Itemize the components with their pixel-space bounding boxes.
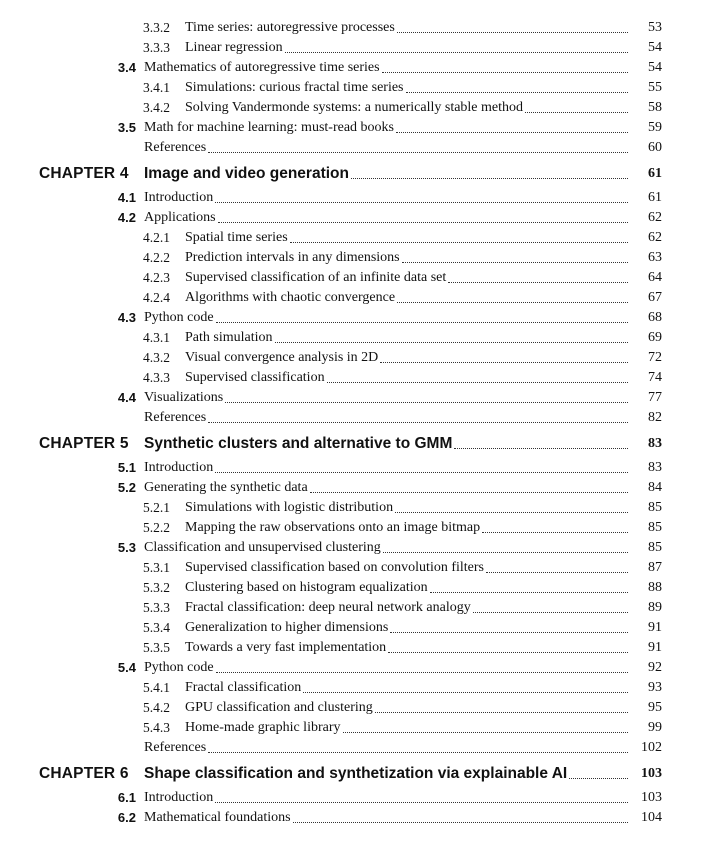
dot-leader xyxy=(215,472,628,473)
toc-entry-page-number: 53 xyxy=(648,20,662,35)
toc-entry-title: Simulations with logistic distribution xyxy=(185,500,394,515)
toc-entry-page-number: 104 xyxy=(641,810,662,825)
toc-entry-page-number: 72 xyxy=(648,350,662,365)
toc-section-entry[interactable] xyxy=(0,788,721,808)
toc-entry-line xyxy=(144,118,632,138)
dot-leader xyxy=(327,382,628,383)
toc-subsection-entry[interactable] xyxy=(0,518,721,538)
toc-section-entry[interactable] xyxy=(0,188,721,208)
toc-entry-number: 4.4 xyxy=(117,390,136,405)
toc-entry-line xyxy=(185,698,632,718)
toc-entry-title: Applications xyxy=(144,210,216,225)
toc-entry-page-number: 54 xyxy=(648,40,662,55)
toc-subsection-entry[interactable] xyxy=(0,78,721,98)
toc-chapter-entry[interactable] xyxy=(0,428,721,458)
toc-references-entry[interactable] xyxy=(0,738,721,758)
toc-section-entry[interactable] xyxy=(0,538,721,558)
toc-section-entry[interactable] xyxy=(0,118,721,138)
toc-entry-title: Spatial time series xyxy=(185,230,288,245)
toc-entry-number: 5.3.4 xyxy=(143,620,170,635)
dot-leader xyxy=(454,448,628,449)
dot-leader xyxy=(208,152,628,153)
toc-entry-line xyxy=(144,208,632,228)
dot-leader xyxy=(406,92,628,93)
toc-entry-page-number: 93 xyxy=(648,680,662,695)
toc-subsection-entry[interactable] xyxy=(0,578,721,598)
dot-leader xyxy=(208,752,628,753)
toc-entry-title: Fractal classification: deep neural network analogy xyxy=(185,600,471,615)
toc-entry-page-number: 95 xyxy=(648,700,662,715)
dot-leader xyxy=(388,652,628,653)
dot-leader xyxy=(215,802,628,803)
toc-entry-number: 4.1 xyxy=(117,190,136,205)
dot-leader xyxy=(216,322,628,323)
toc-entry-page-number: 89 xyxy=(648,600,662,615)
toc-entry-line xyxy=(144,308,632,328)
toc-entry-line xyxy=(185,18,632,38)
toc-entry-page-number: 55 xyxy=(648,80,662,95)
toc-entry-number: 3.5 xyxy=(117,120,136,135)
toc-entry-page-number: 84 xyxy=(648,480,662,495)
toc-entry-title: Solving Vandermonde systems: a numerically stable method xyxy=(185,100,524,115)
dot-leader xyxy=(351,178,628,179)
toc-entry-line xyxy=(185,638,632,658)
toc-entry-title: Supervised classification based on convolution filters xyxy=(185,560,484,575)
toc-entry-title: References xyxy=(144,140,207,155)
toc-entry-line xyxy=(185,368,632,388)
toc-entry-title: Mathematical foundations xyxy=(144,810,291,825)
toc-entry-title: GPU classification and clustering xyxy=(185,700,373,715)
toc-entry-number: 4.3.3 xyxy=(143,370,170,385)
toc-entry-page-number: 59 xyxy=(648,120,662,135)
toc-entry-number: 3.3.3 xyxy=(143,40,170,55)
toc-subsection-entry[interactable] xyxy=(0,598,721,618)
toc-entry-line xyxy=(144,478,632,498)
toc-entry-page-number: 88 xyxy=(648,580,662,595)
toc-subsection-entry[interactable] xyxy=(0,328,721,348)
toc-entry-page-number: 91 xyxy=(648,640,662,655)
dot-leader xyxy=(303,692,628,693)
toc-subsection-entry[interactable] xyxy=(0,678,721,698)
toc-subsection-entry[interactable] xyxy=(0,268,721,288)
toc-entry-number: 5.2.1 xyxy=(143,500,170,515)
toc-entry-line xyxy=(185,718,632,738)
toc-entry-page-number: 83 xyxy=(648,460,662,475)
toc-entry-number: 6.2 xyxy=(117,810,136,825)
toc-entry-title: Simulations: curious fractal time series xyxy=(185,80,404,95)
toc-entry-title: Mathematics of autoregressive time series xyxy=(144,60,380,75)
toc-subsection-entry[interactable] xyxy=(0,18,721,38)
toc-entry-number: 5.1 xyxy=(117,460,136,475)
toc-entry-title: Python code xyxy=(144,310,214,325)
toc-entry-line xyxy=(144,58,632,78)
toc-entry-number: 4.3.2 xyxy=(143,350,170,365)
toc-entry-line xyxy=(185,98,632,118)
toc-entry-number: 3.3.2 xyxy=(143,20,170,35)
dot-leader xyxy=(382,72,628,73)
toc-entry-line xyxy=(144,788,632,808)
dot-leader xyxy=(402,262,628,263)
toc-subsection-entry[interactable] xyxy=(0,348,721,368)
toc-entry-number: 4.2 xyxy=(117,210,136,225)
toc-entry-page-number: 85 xyxy=(648,500,662,515)
toc-entry-page-number: 87 xyxy=(648,560,662,575)
toc-entry-title: Clustering based on histogram equalization xyxy=(185,580,428,595)
toc-section-entry[interactable] xyxy=(0,808,721,828)
toc-entry-page-number: 99 xyxy=(648,720,662,735)
dot-leader xyxy=(380,362,628,363)
toc-entry-line xyxy=(144,188,632,208)
toc-subsection-entry[interactable] xyxy=(0,38,721,58)
dot-leader xyxy=(448,282,628,283)
toc-entry-line xyxy=(144,658,632,678)
toc-entry-page-number: 91 xyxy=(648,620,662,635)
toc-entry-number: 3.4.1 xyxy=(143,80,170,95)
toc-entry-number: 4.2.1 xyxy=(143,230,170,245)
toc-entry-title: Prediction intervals in any dimensions xyxy=(185,250,400,265)
toc-entry-title: Introduction xyxy=(144,790,214,805)
toc-entry-page-number: 102 xyxy=(641,740,662,755)
toc-entry-title: Introduction xyxy=(144,190,214,205)
toc-entry-number: CHAPTER 4 xyxy=(39,165,129,182)
toc-entry-line xyxy=(185,618,632,638)
table-of-contents xyxy=(0,18,721,828)
toc-entry-title: Generalization to higher dimensions xyxy=(185,620,389,635)
dot-leader xyxy=(473,612,628,613)
dot-leader xyxy=(569,778,628,779)
toc-entry-line xyxy=(144,738,632,758)
toc-entry-line xyxy=(185,348,632,368)
toc-entry-line xyxy=(185,678,632,698)
toc-entry-number: 4.3.1 xyxy=(143,330,170,345)
dot-leader xyxy=(486,572,628,573)
toc-entry-number: 5.4.3 xyxy=(143,720,170,735)
dot-leader xyxy=(375,712,628,713)
toc-entry-line xyxy=(185,288,632,308)
toc-section-entry[interactable] xyxy=(0,478,721,498)
toc-entry-page-number: 62 xyxy=(648,230,662,245)
toc-references-entry[interactable] xyxy=(0,138,721,158)
toc-entry-title: Algorithms with chaotic convergence xyxy=(185,290,396,305)
toc-entry-page-number: 103 xyxy=(641,790,662,805)
dot-leader xyxy=(397,32,628,33)
toc-entry-title: Python code xyxy=(144,660,214,675)
dot-leader xyxy=(218,222,628,223)
toc-entry-title: Synthetic clusters and alternative to GMM xyxy=(144,435,453,452)
toc-entry-number: 4.2.4 xyxy=(143,290,170,305)
toc-entry-number: 3.4.2 xyxy=(143,100,170,115)
toc-entry-title: Shape classification and synthetization via explainable AI xyxy=(144,765,568,782)
toc-subsection-entry[interactable] xyxy=(0,558,721,578)
toc-section-entry[interactable] xyxy=(0,658,721,678)
toc-subsection-entry[interactable] xyxy=(0,498,721,518)
toc-entry-line xyxy=(144,388,632,408)
toc-entry-page-number: 103 xyxy=(641,766,662,781)
toc-entry-number: 5.2 xyxy=(117,480,136,495)
toc-entry-title: Linear regression xyxy=(185,40,283,55)
toc-entry-number: 5.3.3 xyxy=(143,600,170,615)
toc-entry-line xyxy=(185,228,632,248)
toc-entry-page-number: 67 xyxy=(648,290,662,305)
toc-entry-page-number: 85 xyxy=(648,520,662,535)
toc-entry-number: 5.4.1 xyxy=(143,680,170,695)
toc-entry-title: Visual convergence analysis in 2D xyxy=(185,350,379,365)
toc-entry-title: Classification and unsupervised clustering xyxy=(144,540,381,555)
toc-subsection-entry[interactable] xyxy=(0,638,721,658)
toc-entry-line xyxy=(185,268,632,288)
toc-chapter-entry[interactable] xyxy=(0,158,721,188)
toc-section-entry[interactable] xyxy=(0,388,721,408)
toc-entry-line xyxy=(144,808,632,828)
toc-subsection-entry[interactable] xyxy=(0,248,721,268)
toc-entry-line xyxy=(144,538,632,558)
toc-entry-title: References xyxy=(144,410,207,425)
toc-entry-line xyxy=(144,458,632,478)
toc-section-entry[interactable] xyxy=(0,458,721,478)
toc-entry-page-number: 64 xyxy=(648,270,662,285)
dot-leader xyxy=(397,302,628,303)
toc-entry-number: 3.4 xyxy=(117,60,136,75)
toc-chapter-entry[interactable] xyxy=(0,758,721,788)
dot-leader xyxy=(310,492,628,493)
dot-leader xyxy=(395,512,628,513)
toc-entry-page-number: 54 xyxy=(648,60,662,75)
toc-entry-number: 5.3 xyxy=(117,540,136,555)
toc-entry-line xyxy=(144,408,632,428)
toc-section-entry[interactable] xyxy=(0,208,721,228)
toc-entry-page-number: 92 xyxy=(648,660,662,675)
dot-leader xyxy=(216,672,628,673)
toc-subsection-entry[interactable] xyxy=(0,288,721,308)
dot-leader xyxy=(482,532,628,533)
toc-entry-title: Towards a very fast implementation xyxy=(185,640,387,655)
toc-entry-title: Math for machine learning: must-read books xyxy=(144,120,394,135)
toc-entry-number: 5.3.2 xyxy=(143,580,170,595)
toc-entry-title: Introduction xyxy=(144,460,214,475)
toc-subsection-entry[interactable] xyxy=(0,698,721,718)
toc-entry-number: 6.1 xyxy=(117,790,136,805)
toc-subsection-entry[interactable] xyxy=(0,98,721,118)
toc-entry-page-number: 83 xyxy=(648,436,662,451)
toc-entry-line xyxy=(185,328,632,348)
dot-leader xyxy=(390,632,628,633)
toc-entry-title: Generating the synthetic data xyxy=(144,480,308,495)
dot-leader xyxy=(383,552,628,553)
toc-entry-page-number: 74 xyxy=(648,370,662,385)
toc-entry-page-number: 77 xyxy=(648,390,662,405)
dot-leader xyxy=(285,52,628,53)
toc-subsection-entry[interactable] xyxy=(0,368,721,388)
dot-leader xyxy=(215,202,628,203)
toc-entry-page-number: 63 xyxy=(648,250,662,265)
toc-entry-number: 4.2.3 xyxy=(143,270,170,285)
toc-section-entry[interactable] xyxy=(0,308,721,328)
toc-entry-line xyxy=(185,498,632,518)
dot-leader xyxy=(290,242,628,243)
toc-entry-page-number: 68 xyxy=(648,310,662,325)
toc-entry-title: Time series: autoregressive processes xyxy=(185,20,395,35)
toc-entry-page-number: 61 xyxy=(648,166,662,181)
toc-entry-number: CHAPTER 5 xyxy=(39,435,129,452)
toc-entry-line xyxy=(185,518,632,538)
toc-entry-page-number: 62 xyxy=(648,210,662,225)
dot-leader xyxy=(396,132,628,133)
toc-references-entry[interactable] xyxy=(0,408,721,428)
toc-entry-number: 5.2.2 xyxy=(143,520,170,535)
toc-entry-title: Fractal classification xyxy=(185,680,302,695)
toc-entry-number: 5.3.5 xyxy=(143,640,170,655)
toc-subsection-entry[interactable] xyxy=(0,718,721,738)
toc-entry-number: 5.3.1 xyxy=(143,560,170,575)
toc-entry-line xyxy=(185,578,632,598)
toc-entry-number: 5.4 xyxy=(117,660,136,675)
toc-entry-line xyxy=(185,598,632,618)
toc-entry-number: 4.3 xyxy=(117,310,136,325)
toc-entry-title: Mapping the raw observations onto an image bitmap xyxy=(185,520,481,535)
toc-entry-line xyxy=(185,78,632,98)
toc-entry-page-number: 61 xyxy=(648,190,662,205)
toc-entry-line xyxy=(185,558,632,578)
toc-subsection-entry[interactable] xyxy=(0,228,721,248)
dot-leader xyxy=(275,342,629,343)
dot-leader xyxy=(343,732,629,733)
toc-entry-line xyxy=(185,248,632,268)
toc-entry-line xyxy=(144,434,632,454)
toc-entry-page-number: 82 xyxy=(648,410,662,425)
toc-entry-number: CHAPTER 6 xyxy=(39,765,129,782)
dot-leader xyxy=(525,112,628,113)
toc-entry-page-number: 60 xyxy=(648,140,662,155)
toc-entry-number: 5.4.2 xyxy=(143,700,170,715)
toc-entry-line xyxy=(185,38,632,58)
toc-entry-title: Supervised classification xyxy=(185,370,325,385)
toc-entry-page-number: 58 xyxy=(648,100,662,115)
dot-leader xyxy=(208,422,628,423)
toc-subsection-entry[interactable] xyxy=(0,618,721,638)
toc-entry-title: References xyxy=(144,740,207,755)
dot-leader xyxy=(293,822,628,823)
dot-leader xyxy=(225,402,628,403)
dot-leader xyxy=(430,592,628,593)
toc-entry-title: Image and video generation xyxy=(144,165,349,182)
toc-entry-page-number: 85 xyxy=(648,540,662,555)
toc-section-entry[interactable] xyxy=(0,58,721,78)
toc-entry-line xyxy=(144,764,632,784)
toc-entry-number: 4.2.2 xyxy=(143,250,170,265)
toc-entry-title: Path simulation xyxy=(185,330,273,345)
toc-entry-title: Visualizations xyxy=(144,390,224,405)
toc-entry-title: Home-made graphic library xyxy=(185,720,341,735)
toc-entry-line xyxy=(144,164,632,184)
toc-entry-line xyxy=(144,138,632,158)
toc-entry-page-number: 69 xyxy=(648,330,662,345)
toc-entry-title: Supervised classification of an infinite data set xyxy=(185,270,447,285)
